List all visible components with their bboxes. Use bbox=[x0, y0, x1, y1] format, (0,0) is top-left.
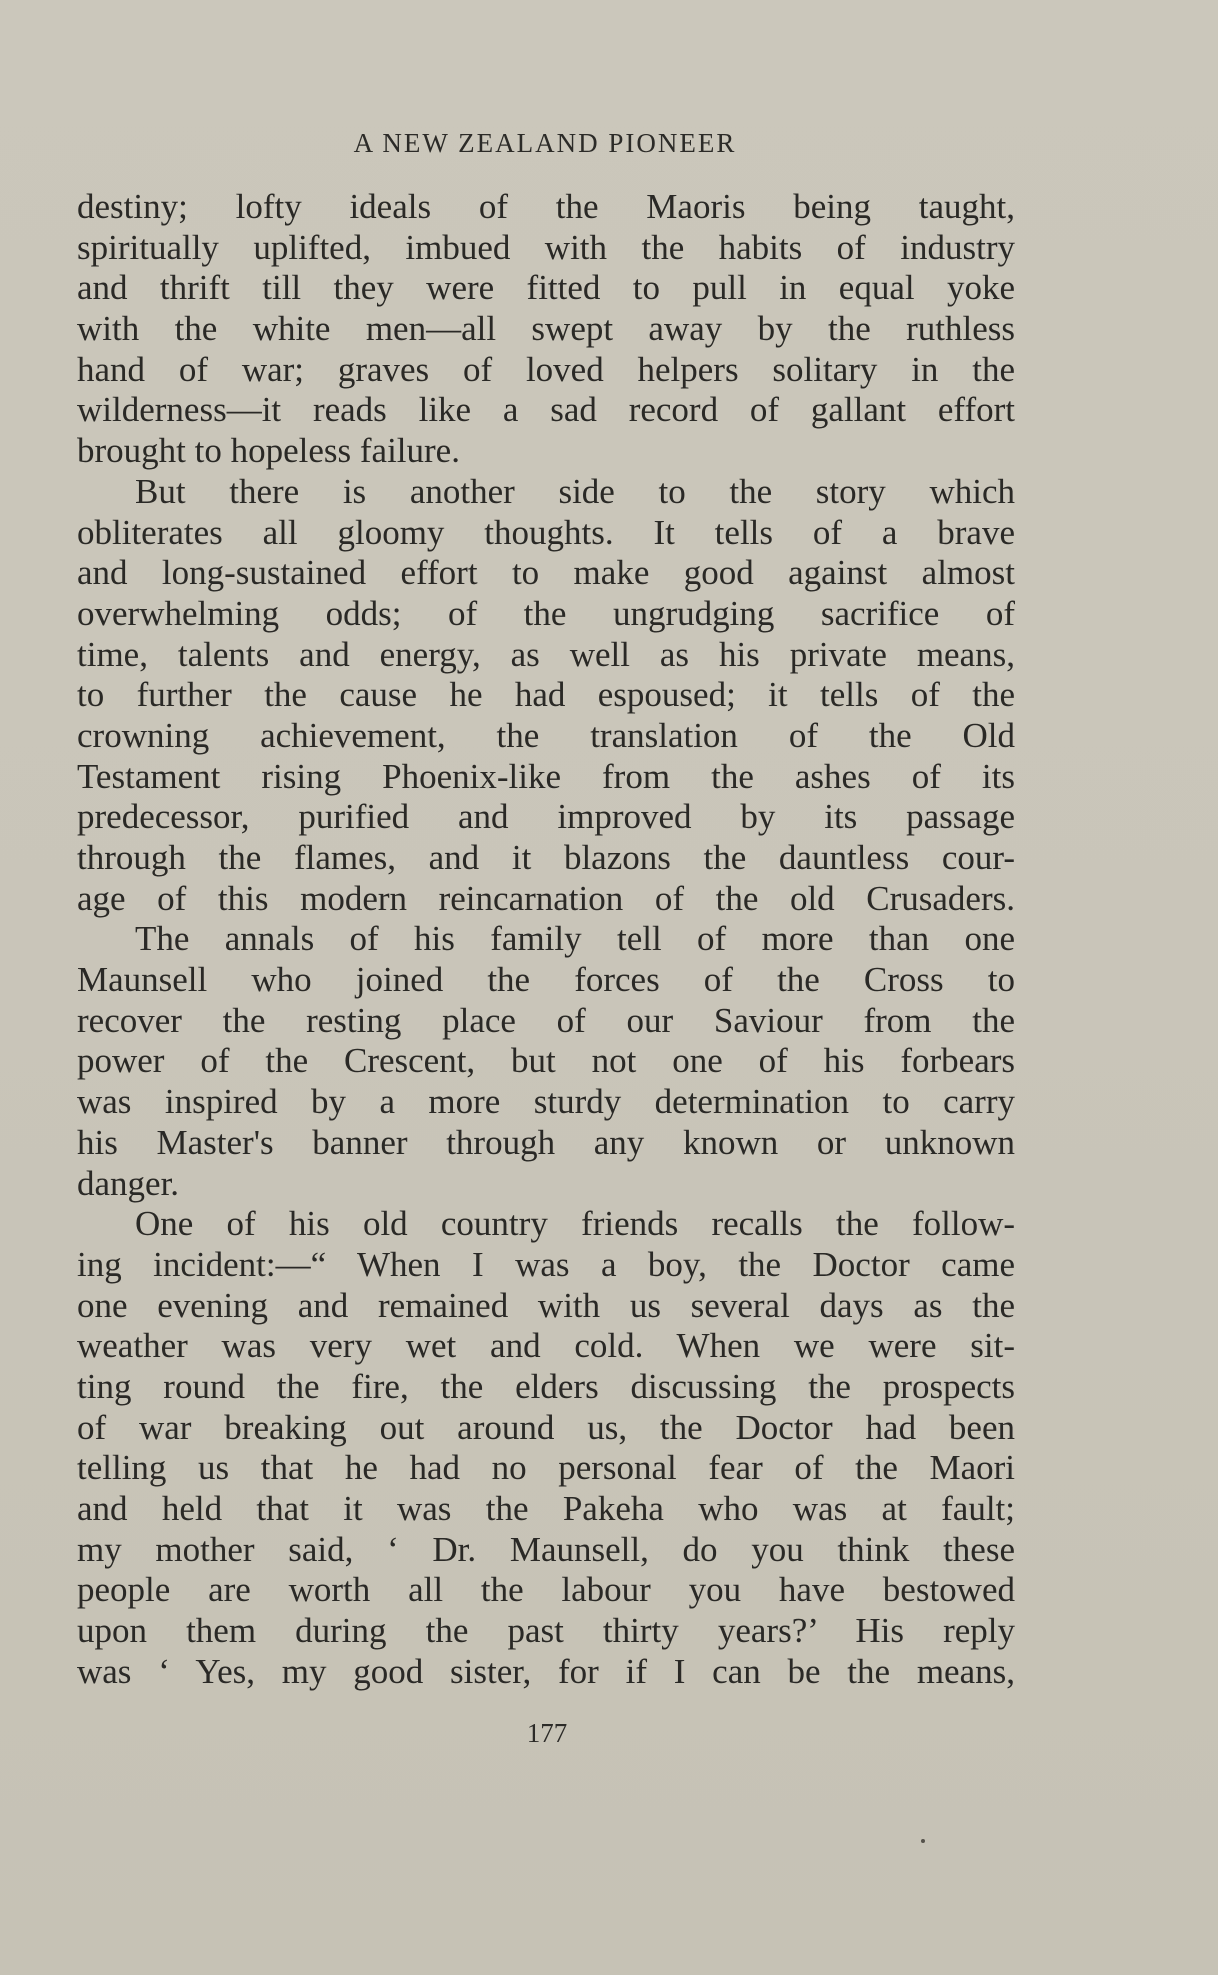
text-line: of war breaking out around us, the Doctor had been bbox=[77, 1407, 1015, 1447]
running-head: A NEW ZEALAND PIONEER bbox=[353, 128, 737, 158]
text-line: age of this modern reincarnation of the old Crusaders. bbox=[77, 878, 1015, 918]
text-line: One of his old country friends recalls the follow- bbox=[135, 1204, 1015, 1244]
text-line: ting round the fire, the elders discussing the prospects bbox=[77, 1366, 1015, 1406]
text-line: predecessor, purified and improved by its passage bbox=[77, 797, 1015, 837]
text-line: crowning achievement, the translation of the Old bbox=[77, 715, 1015, 755]
text-line: telling us that he had no personal fear of the Maori bbox=[77, 1448, 1015, 1488]
text-line: ing incident:—“ When I was a boy, the Doctor came bbox=[77, 1244, 1015, 1284]
text-line: power of the Crescent, but not one of his forbears bbox=[77, 1041, 1015, 1081]
text-line: and long-sustained effort to make good against almost bbox=[77, 553, 1015, 593]
text-line: Maunsell who joined the forces of the Cross to bbox=[77, 960, 1015, 1000]
text-line: and held that it was the Pakeha who was at fault; bbox=[77, 1489, 1015, 1528]
text-line: was ‘ Yes, my good sister, for if I can be the means, bbox=[77, 1651, 1015, 1691]
text-line: Testament rising Phoenix-like from the ashes of its bbox=[77, 756, 1015, 796]
text-line: The annals of his family tell of more than one bbox=[135, 919, 1015, 959]
body-text bbox=[77, 187, 1015, 1692]
text-line: obliterates all gloomy thoughts. It tells of a brave bbox=[77, 512, 1015, 552]
text-line: my mother said, ‘ Dr. Maunsell, do you think these bbox=[77, 1529, 1015, 1569]
text-line: to further the cause he had espoused; it tells of the bbox=[77, 675, 1015, 715]
text-line: recover the resting place of our Saviour from the bbox=[77, 1000, 1015, 1040]
text-line: his Master's banner through any known or unknown bbox=[77, 1122, 1015, 1162]
text-line: with the white men—all swept away by the ruthless bbox=[77, 309, 1015, 349]
text-line: danger. bbox=[77, 1163, 180, 1203]
text-line: upon them during the past thirty years?’ His reply bbox=[77, 1611, 1015, 1651]
text-line: weather was very wet and cold. When we were sit- bbox=[77, 1326, 1015, 1366]
text-line: wilderness—it reads like a sad record of gallant effort bbox=[77, 390, 1015, 430]
paper-speck bbox=[921, 1839, 925, 1843]
text-line: one evening and remained with us several days as the bbox=[77, 1285, 1015, 1325]
text-line: hand of war; graves of loved helpers solitary in the bbox=[77, 349, 1015, 389]
text-line: time, talents and energy, as well as his private means, bbox=[77, 634, 1015, 674]
text-line: people are worth all the labour you have bestowed bbox=[77, 1570, 1015, 1610]
text-line: But there is another side to the story which bbox=[135, 471, 1015, 511]
text-line: overwhelming odds; of the ungrudging sacrifice of bbox=[77, 593, 1015, 633]
text-line: destiny; lofty ideals of the Maoris being taught, bbox=[77, 187, 1015, 226]
page-number: 177 bbox=[526, 1718, 568, 1748]
text-line: spiritually uplifted, imbued with the habits of industry bbox=[77, 227, 1015, 267]
text-line: through the flames, and it blazons the dauntless cour- bbox=[77, 838, 1015, 877]
text-line: brought to hopeless failure. bbox=[77, 431, 460, 471]
text-line: and thrift till they were fitted to pull in equal yoke bbox=[77, 268, 1015, 308]
text-line: was inspired by a more sturdy determination to carry bbox=[77, 1082, 1015, 1122]
